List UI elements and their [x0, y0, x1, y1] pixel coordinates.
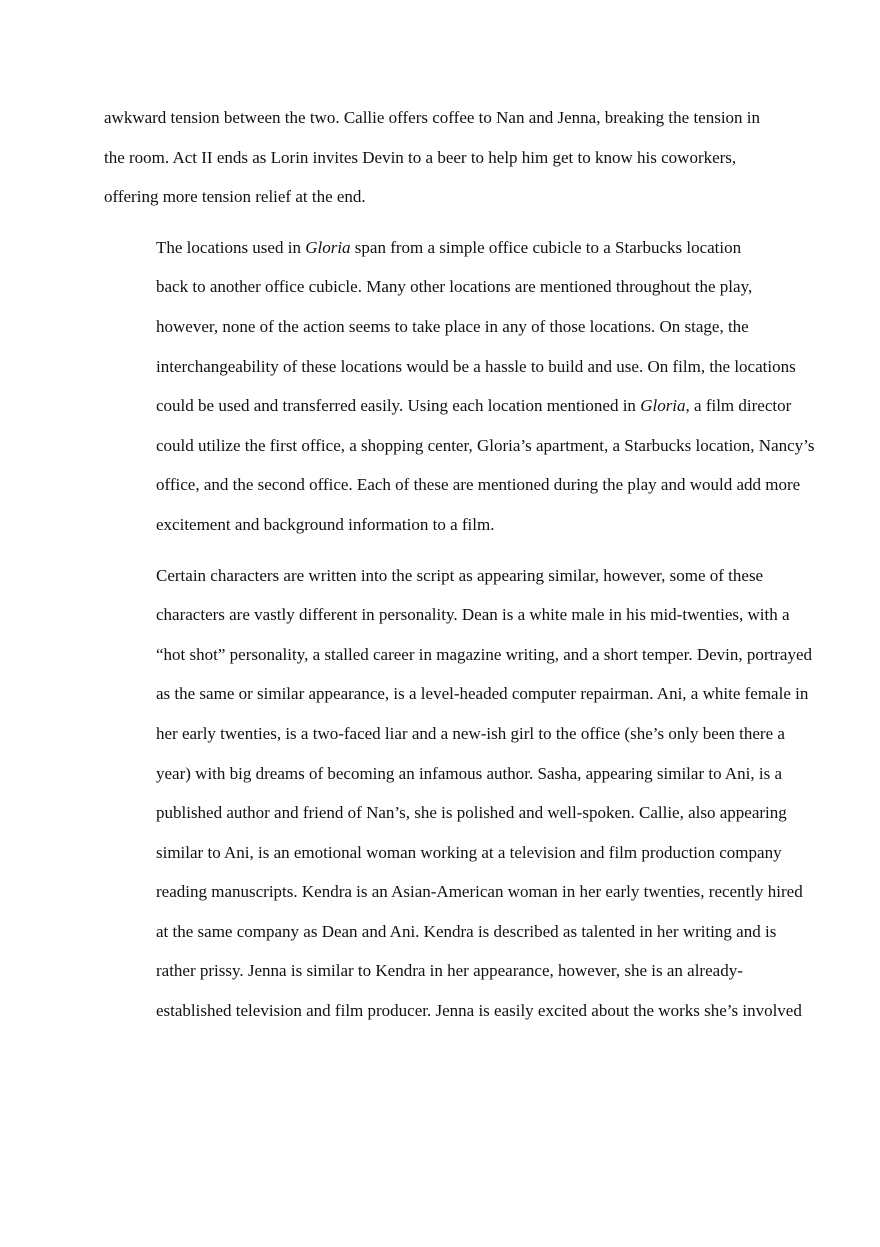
text-line: excitement and background information to a film. [156, 514, 495, 534]
text-run: The locations used in [156, 237, 306, 257]
text-line: “hot shot” personality, a stalled career in magazine writing, and a short temper. Devin, portrayed [156, 644, 813, 664]
text-line: reading manuscripts. Kendra is an Asian-American woman in her early twenties, recently hired [156, 882, 803, 902]
text-line [104, 228, 780, 268]
text-line: similar to Ani, is an emotional woman working at a television and film production company [156, 842, 782, 862]
paragraph-locations [104, 228, 815, 545]
body-text [104, 98, 815, 1031]
text-line: as the same or similar appearance, is a level-headed computer repairman. Ani, a white female in [156, 684, 809, 704]
paragraph-characters [104, 556, 813, 1031]
text-line: however, none of the action seems to take place in any of those locations. On stage, the [156, 316, 749, 336]
text-line: rather prissy. Jenna is similar to Kendra in her appearance, however, she is an already- [156, 961, 743, 981]
text-line: awkward tension between the two. Callie offers coffee to Nan and Jenna, breaking the tension in [104, 108, 761, 127]
text-line: interchangeability of these locations would be a hassle to build and use. On film, the locations [156, 356, 796, 376]
text-line: at the same company as Dean and Ani. Kendra is described as talented in her writing and is [156, 921, 777, 941]
text-line: year) with big dreams of becoming an infamous author. Sasha, appearing similar to Ani, is a [156, 763, 783, 783]
text-run: could be used and transferred easily. Using each location mentioned in [156, 396, 641, 416]
play-title: Gloria [640, 396, 686, 416]
text-line: back to another office cubicle. Many other locations are mentioned throughout the play, [156, 277, 753, 297]
text-run: , a film director [685, 396, 792, 416]
text-run: span from a simple office cubicle to a Starbucks location [350, 237, 742, 257]
text-line: the room. Act II ends as Lorin invites Devin to a beer to help him get to know his coworkers, [104, 147, 737, 167]
text-line: office, and the second office. Each of these are mentioned during the play and would add more [156, 475, 801, 495]
text-line: her early twenties, is a two-faced liar and a new-ish girl to the office (she’s only been there a [156, 723, 785, 743]
text-line: established television and film producer. Jenna is easily excited about the works she’s involved [156, 1001, 802, 1021]
text-line: characters are vastly different in personality. Dean is a white male in his mid-twenties, with a [156, 605, 790, 625]
text-line [104, 386, 792, 426]
text-line: Certain characters are written into the script as appearing similar, however, some of these [156, 565, 764, 585]
paragraph-act-ii-summary [104, 98, 780, 217]
text-line: published author and friend of Nan’s, she is polished and well-spoken. Callie, also appearing [156, 803, 787, 823]
text-line: offering more tension relief at the end. [104, 187, 366, 207]
play-title: Gloria [305, 237, 351, 257]
text-line: could utilize the first office, a shopping center, Gloria’s apartment, a Starbucks location, Nancy’s [156, 435, 815, 455]
